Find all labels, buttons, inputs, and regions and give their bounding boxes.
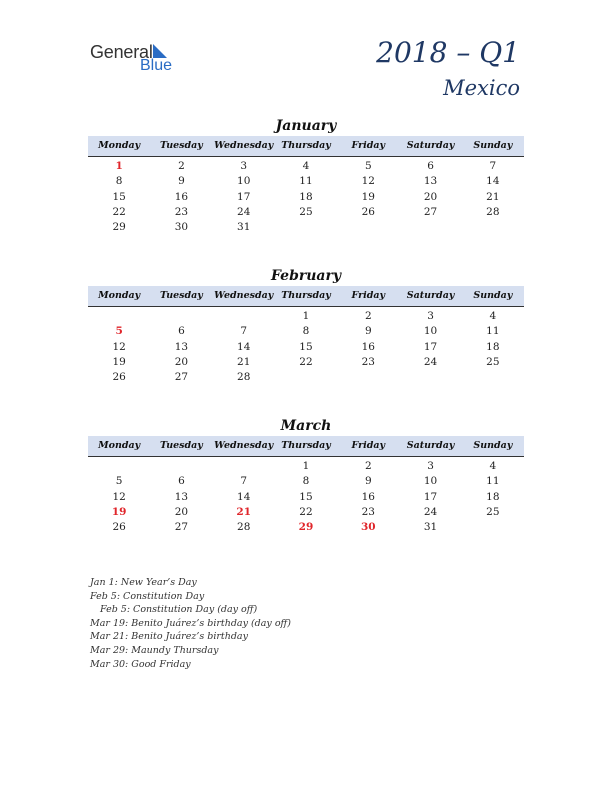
day-cell: 7 [240,475,248,488]
day-cell: 10 [423,325,438,338]
day-cell: 17 [237,190,251,203]
holiday-note: Mar 30: Good Friday [90,658,191,670]
day-cell: 16 [174,190,189,203]
day-cell: 4 [489,310,497,322]
holiday-day-cell: 29 [298,521,314,534]
weekday-friday: Friday [351,140,386,151]
day-cell [337,220,399,235]
weekday-saturday: Saturday [406,290,455,301]
holiday-note: Feb 5: Constitution Day (day off) [100,604,258,616]
day-cell: 18 [299,190,313,203]
day-cell: 13 [174,490,189,503]
day-cell: 26 [112,521,126,534]
day-cell: 14 [237,340,251,353]
logo-blue-text: Blue [140,57,173,74]
day-cell: 16 [361,490,375,503]
day-cell: 8 [302,325,310,338]
week-row [88,340,524,355]
day-cell: 22 [299,355,313,368]
week-row [88,520,524,535]
day-cell: 8 [302,475,310,488]
day-cell: 23 [361,505,375,518]
weekday-wednesday: Wednesday [214,140,274,151]
weekday-wednesday: Wednesday [214,440,274,451]
day-cell: 26 [112,371,126,384]
day-cell: 5 [364,160,372,172]
holiday-notes [90,576,291,671]
day-cell: 12 [361,175,375,188]
weeks [88,457,524,535]
day-cell: 7 [489,160,497,172]
weekday-tuesday: Tuesday [160,290,203,301]
weeks [88,157,524,235]
week-row [88,174,524,189]
page-subtitle: Mexico [443,76,520,100]
weekday-tuesday: Tuesday [160,440,203,451]
week-row [88,220,524,235]
week-row [88,205,524,220]
day-cell: 5 [115,475,123,488]
weekday-header-row [88,286,524,307]
day-cell: 20 [174,505,189,518]
day-cell: 26 [361,205,375,218]
day-cell: 6 [178,325,185,338]
day-cell: 17 [423,490,438,503]
day-cell [88,309,150,324]
day-cell [462,370,524,385]
week-row [88,490,524,505]
day-cell: 22 [112,205,126,218]
day-cell [275,370,337,385]
day-cell: 3 [427,310,434,322]
holiday-day-cell: 21 [236,505,252,518]
month-january [88,116,524,235]
weekday-saturday: Saturday [406,140,455,151]
weekday-tuesday: Tuesday [160,140,203,151]
weeks [88,307,524,385]
holiday-day-cell: 30 [360,521,376,534]
day-cell: 24 [423,505,438,518]
day-cell: 21 [486,190,500,203]
week-row [88,474,524,489]
day-cell: 25 [299,205,313,218]
day-cell: 23 [361,355,375,368]
day-cell: 28 [237,371,251,384]
weekday-monday: Monday [98,290,141,301]
day-cell: 8 [115,175,123,188]
day-cell: 19 [112,355,126,368]
day-cell: 19 [361,190,375,203]
week-row [88,190,524,205]
day-cell: 25 [486,505,500,518]
month-name: January [275,118,337,134]
day-cell: 20 [174,355,189,368]
day-cell: 9 [364,325,372,338]
day-cell: 28 [486,205,500,218]
day-cell: 15 [112,190,126,203]
day-cell: 6 [427,160,434,172]
day-cell: 13 [423,175,438,188]
day-cell: 1 [302,460,310,472]
weekday-saturday: Saturday [406,440,455,451]
page-title: 2018 – Q1 [376,36,520,69]
day-cell: 29 [112,221,126,234]
day-cell: 9 [364,475,372,488]
day-cell: 15 [299,340,313,353]
weekday-friday: Friday [351,440,386,451]
day-cell [275,220,337,235]
week-row [88,505,524,520]
day-cell: 2 [364,460,372,472]
day-cell: 17 [423,340,438,353]
day-cell: 6 [178,475,185,488]
day-cell: 7 [240,325,248,338]
month-name: March [280,418,332,434]
weekday-thursday: Thursday [281,140,331,151]
day-cell: 30 [174,221,189,234]
day-cell [337,370,399,385]
day-cell [213,309,275,324]
day-cell: 22 [299,505,313,518]
weekday-wednesday: Wednesday [214,290,274,301]
day-cell: 2 [178,160,185,172]
day-cell: 24 [423,355,438,368]
day-cell: 9 [178,175,185,188]
day-cell: 13 [174,340,189,353]
holiday-note: Mar 19: Benito Juárez’s birthday (day off) [90,617,291,629]
week-row [88,159,524,174]
day-cell: 31 [423,521,438,534]
day-cell: 23 [174,205,189,218]
day-cell: 11 [486,475,500,488]
day-cell: 3 [240,160,248,172]
holiday-day-cell: 1 [115,160,123,172]
weekday-monday: Monday [98,140,141,151]
weekday-header-row [88,136,524,157]
day-cell: 16 [361,340,375,353]
month-february [88,266,524,385]
day-cell [150,459,212,474]
weekday-thursday: Thursday [281,290,331,301]
day-cell [213,459,275,474]
weekday-sunday: Sunday [473,140,513,151]
weekday-sunday: Sunday [473,440,513,451]
day-cell: 10 [237,175,251,188]
day-cell: 20 [423,190,438,203]
day-cell: 12 [112,340,126,353]
day-cell: 10 [423,475,438,488]
week-row [88,355,524,370]
holiday-note: Jan 1: New Year’s Day [90,577,197,588]
month-name: February [270,268,341,284]
day-cell [462,220,524,235]
day-cell: 27 [174,371,189,384]
logo [90,42,190,78]
day-cell: 21 [237,355,251,368]
day-cell [399,220,461,235]
weekday-monday: Monday [98,440,141,451]
month-march [88,416,524,535]
week-row [88,309,524,324]
holiday-note: Feb 5: Constitution Day [90,590,205,602]
day-cell: 11 [299,175,313,188]
logo-triangle-icon [153,44,167,58]
day-cell: 1 [302,310,310,322]
day-cell: 27 [423,205,438,218]
day-cell [150,309,212,324]
weekday-thursday: Thursday [281,440,331,451]
day-cell: 4 [302,160,310,172]
holiday-note: Mar 21: Benito Juárez’s birthday [90,631,248,643]
day-cell: 11 [486,325,500,338]
week-row [88,459,524,474]
day-cell: 18 [486,340,500,353]
logo-general-text: General [90,42,153,62]
day-cell: 14 [486,175,500,188]
weekday-sunday: Sunday [473,290,513,301]
day-cell: 24 [237,205,251,218]
holiday-day-cell: 19 [111,505,127,518]
day-cell: 4 [489,460,497,472]
holiday-note: Mar 29: Maundy Thursday [90,644,219,656]
day-cell: 15 [299,490,313,503]
week-row [88,324,524,339]
day-cell: 14 [237,490,251,503]
day-cell: 28 [237,521,251,534]
day-cell: 31 [237,221,251,234]
day-cell: 27 [174,521,189,534]
day-cell [88,459,150,474]
day-cell: 18 [486,490,500,503]
day-cell [462,520,524,535]
weekday-friday: Friday [351,290,386,301]
day-cell: 3 [427,460,434,472]
week-row [88,370,524,385]
day-cell: 12 [112,490,126,503]
day-cell: 2 [364,310,372,322]
holiday-day-cell: 5 [115,325,123,338]
weekday-header-row [88,436,524,457]
day-cell [399,370,461,385]
day-cell: 25 [486,355,500,368]
